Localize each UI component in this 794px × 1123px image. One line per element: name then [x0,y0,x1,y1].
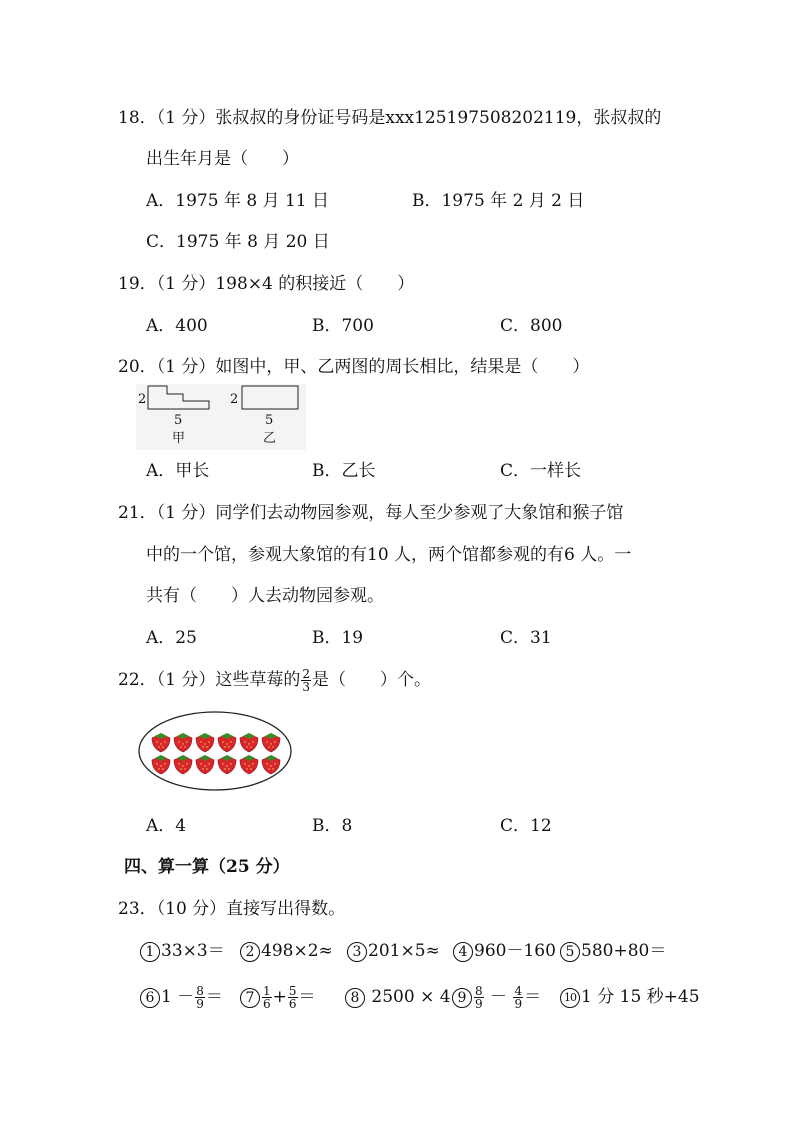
calc-fraction-9a-den: 9 [475,997,483,1011]
circled-number-1: 1 [140,942,160,962]
calc-fraction-9b-num: 4 [514,984,523,998]
q18-option-a[interactable]: A．1975 年 8 月 11 日 [146,191,330,211]
q18-option-c[interactable]: C．1975 年 8 月 20 日 [146,232,330,252]
circled-number-7: 7 [240,988,260,1008]
calc-text-8: 2500 × 4 [366,987,451,1007]
strawberry-icon [262,733,280,752]
calc-fraction-7a [262,985,272,1010]
q20-figure [136,384,306,450]
q21-line3: 共有（ ）人去动物园参观。 [146,586,384,606]
calc-text-9-post: ＝ [524,987,542,1007]
q19-option-c[interactable]: C．800 [500,316,563,336]
q21-option-a[interactable]: A．25 [146,628,197,648]
q19-option-a[interactable]: A．400 [146,316,208,336]
strawberry-icon [196,733,214,752]
q23-line1: 23．（10 分）直接写出得数。 [118,899,346,919]
q22-fraction [301,668,311,693]
strawberry-icon [240,755,258,774]
calc-fraction-7b [288,985,298,1010]
strawberry-icon [196,755,214,774]
strawberry-icon [240,733,258,752]
q21-line2: 中的一个馆，参观大象馆的有10 人，两个馆都参观的有6 人。一 [146,545,632,565]
strawberry-icon [152,733,170,752]
calc-item-10 [560,984,700,1010]
circled-number-2: 2 [240,942,260,962]
q21-option-b[interactable]: B．19 [312,628,364,648]
strawberry-icon [174,733,192,752]
calc-fraction-9b-den: 9 [514,997,523,1011]
q20-option-b[interactable]: B．乙长 [312,461,376,481]
calc-text-7-post: ＝ [298,987,316,1007]
circled-number-3: 3 [347,942,367,962]
calc-fraction-6-num: 8 [196,984,204,998]
q22-fraction-numerator: 2 [302,667,310,681]
circled-number-9: 9 [452,988,472,1008]
calc-item-6 [140,984,223,1010]
circled-number-10: 10 [560,988,580,1008]
q22-suffix: 是（ ）个。 [312,670,431,690]
q20-line1: 20．（1 分）如图中，甲、乙两图的周长相比，结果是（ ） [118,357,590,377]
section-title: 四、算一算（25 分） [124,857,290,877]
calc-fraction-7b-num: 5 [288,984,297,998]
figure-jia-bottom-label: 5 [174,413,183,428]
calc-text-6-post: ＝ [205,987,223,1007]
circled-number-8: 8 [345,988,365,1008]
calc-text-6-pre: 1 － [161,987,195,1007]
calc-item-1 [140,938,225,964]
calc-fraction-9a-num: 8 [475,984,483,998]
figure-yi-bottom-label: 5 [265,413,274,428]
q22-prefix: 22．（1 分）这些草莓的 [118,670,301,690]
q22-option-a[interactable]: A．4 [146,816,187,836]
strawberry-icon [262,755,280,774]
calc-item-3 [347,938,440,964]
strawberry-figure [137,710,293,792]
q19-line1: 19．（1 分）198×4 的积接近（ ） [118,274,415,294]
q22-option-b[interactable]: B．8 [312,816,353,836]
figure-jia-side-label: 2 [138,392,147,407]
calc-item-2 [240,938,333,964]
calc-text-1: 33×3＝ [161,941,225,961]
calc-text-4: 960－160 [474,941,556,961]
q18-line1: 18．（1 分）张叔叔的身份证号码是xxx125197508202119，张叔叔的 [118,108,662,128]
circled-number-6: 6 [140,988,160,1008]
strawberry-icon [152,755,170,774]
q19-option-b[interactable]: B．700 [312,316,374,336]
calc-fraction-7b-den: 6 [288,997,297,1011]
strawberry-icon [218,755,236,774]
q22-fraction-denominator: 3 [302,680,310,694]
q21-line1: 21．（1 分）同学们去动物园参观，每人至少参观了大象馆和猴子馆 [118,503,624,523]
figure-jia-shape [148,386,209,409]
figure-yi-shape [242,386,298,409]
figure-jia-name: 甲 [172,431,186,446]
strawberry-oval [137,710,293,792]
strawberry-icon [174,755,192,774]
calc-fraction-9b [513,985,523,1010]
q21-option-c[interactable]: C．31 [500,628,552,648]
strawberry-icon [218,733,236,752]
figure-yi-side-label: 2 [230,392,239,407]
calc-fraction-9a [474,985,484,1010]
q20-option-a[interactable]: A．甲长 [146,461,210,481]
calc-text-2: 498×2≈ [261,941,333,961]
calc-fraction-6 [195,985,205,1010]
calc-op-9: － [484,987,513,1007]
calc-text-3: 201×5≈ [368,941,440,961]
calc-text-5: 580+80＝ [581,941,667,961]
calc-item-4 [453,938,556,964]
q18-line2: 出生年月是（ ） [146,149,299,169]
calc-item-9 [452,984,541,1010]
calc-text-10: 1 分 15 秒+45 [581,987,700,1007]
calc-fraction-6-den: 9 [196,997,204,1011]
calc-op-7: + [272,987,287,1007]
perimeter-figures [136,384,306,450]
calc-item-7 [240,984,316,1010]
calc-item-8 [345,984,451,1010]
calc-fraction-7a-den: 6 [263,997,271,1011]
q18-option-b[interactable]: B．1975 年 2 月 2 日 [412,191,585,211]
calc-fraction-7a-num: 1 [263,984,271,998]
circled-number-4: 4 [453,942,473,962]
calc-item-5 [560,938,666,964]
q22-option-c[interactable]: C．12 [500,816,552,836]
figure-yi-name: 乙 [263,431,277,446]
q22-line1 [118,668,431,693]
q20-option-c[interactable]: C．一样长 [500,461,582,481]
circled-number-5: 5 [560,942,580,962]
